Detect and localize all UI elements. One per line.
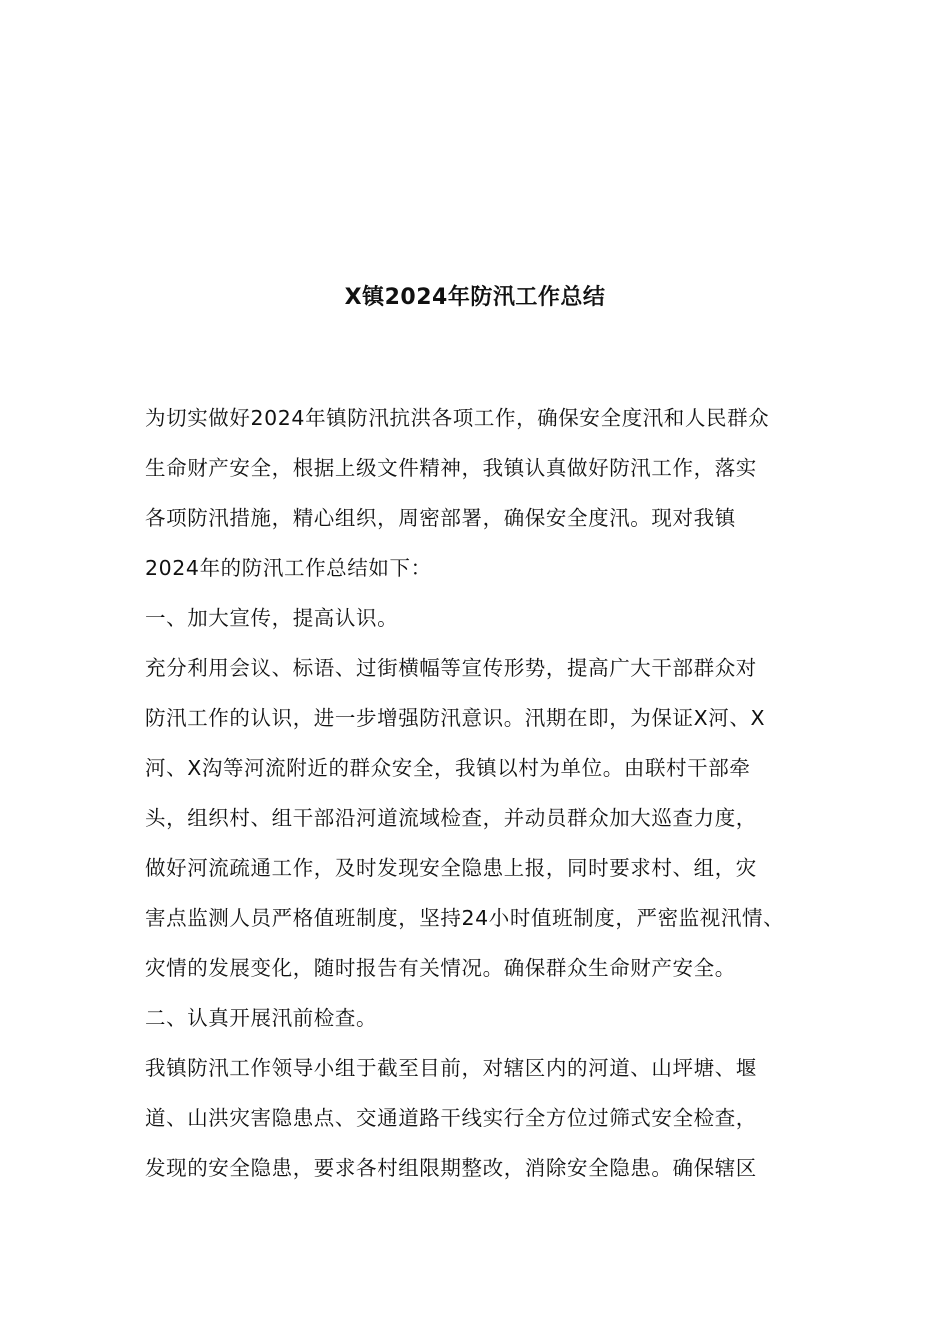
text-line: 头，组织村、组干部沿河道流域检查，并动员群众加大巡查力度， <box>145 806 757 830</box>
text-line: 发现的安全隐患，要求各村组限期整改，消除安全隐患。确保辖区 <box>145 1156 757 1180</box>
text-line: 防汛工作的认识，进一步增强防汛意识。汛期在即，为保证X河、X <box>145 706 766 730</box>
text-line: 我镇防汛工作领导小组于截至目前，对辖区内的河道、山坪塘、堰 <box>145 1056 757 1080</box>
section-heading-1: 一、加大宣传，提高认识。 <box>145 606 399 630</box>
document-title: X镇2024年防汛工作总结 <box>344 285 606 310</box>
text-line: 为切实做好2024年镇防汛抗洪各项工作，确保安全度汛和人民群众 <box>145 406 770 430</box>
section-heading-2: 二、认真开展汛前检查。 <box>145 1006 378 1030</box>
text-line: 2024年的防汛工作总结如下： <box>145 556 432 580</box>
text-line: 害点监测人员严格值班制度，坚持24小时值班制度，严密监视汛情、 <box>145 906 785 930</box>
text-line: 生命财产安全，根据上级文件精神，我镇认真做好防汛工作，落实 <box>145 456 757 480</box>
text-line: 河、X沟等河流附近的群众安全，我镇以村为单位。由联村干部牵 <box>145 756 751 780</box>
document-body <box>145 398 835 1198</box>
text-line: 道、山洪灾害隐患点、交通道路干线实行全方位过筛式安全检查， <box>145 1106 757 1130</box>
text-line: 灾情的发展变化，随时报告有关情况。确保群众生命财产安全。 <box>145 956 736 980</box>
text-line: 做好河流疏通工作，及时发现安全隐患上报，同时要求村、组，灾 <box>145 856 757 880</box>
text-line: 充分利用会议、标语、过街横幅等宣传形势，提高广大干部群众对 <box>145 656 757 680</box>
text-line: 各项防汛措施，精心组织，周密部署，确保安全度汛。现对我镇 <box>145 506 736 530</box>
